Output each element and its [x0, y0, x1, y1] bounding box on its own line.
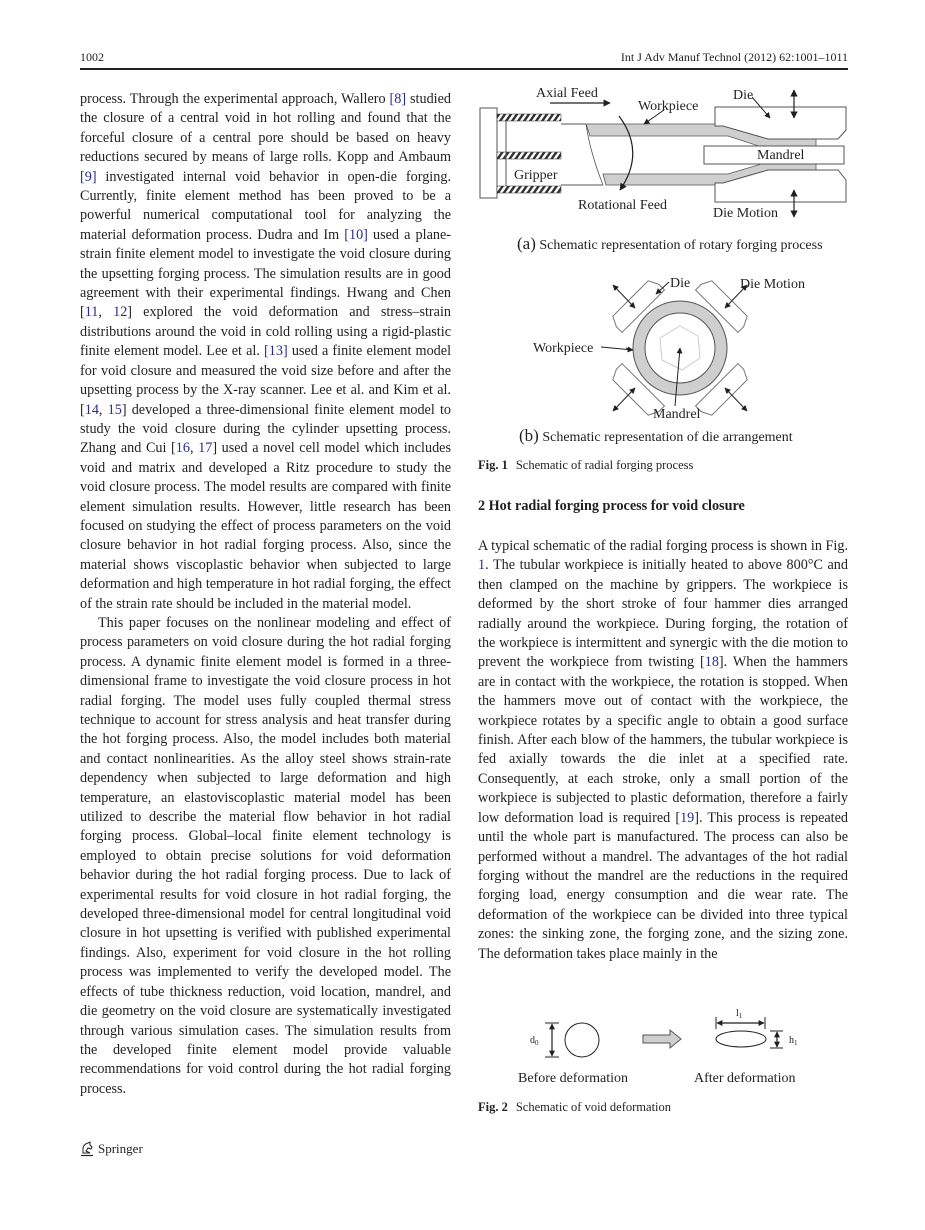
header-rule — [80, 68, 848, 70]
publisher-footer — [80, 1141, 143, 1157]
void-after — [716, 1031, 766, 1047]
citation-link[interactable]: 15 — [107, 401, 122, 418]
figure-1b-caption: (b) Schematic representation of die arrangement — [519, 426, 793, 445]
figure-1-caption — [478, 458, 693, 473]
publisher-name: Springer — [98, 1141, 143, 1156]
label-l1: $l_1$ — [736, 1008, 743, 1020]
journal-citation: Int J Adv Manuf Technol (2012) 62:1001–1011 — [620, 50, 848, 64]
running-header — [80, 50, 848, 68]
label-after-deformation: After deformation — [694, 1071, 796, 1086]
figure-2-label: Fig. 2 — [478, 1100, 508, 1114]
transform-arrow — [643, 1030, 681, 1048]
label-mandrel: Mandrel — [653, 407, 701, 422]
label-workpiece: Workpiece — [638, 99, 699, 114]
label-workpiece: Workpiece — [533, 341, 594, 356]
figure-1a-caption: (a) Schematic representation of rotary forging process — [517, 234, 823, 253]
citation-link[interactable]: 19 — [680, 809, 695, 826]
label-h1: $h_1$ — [789, 1035, 798, 1047]
gripper-jaw-bottom — [497, 186, 561, 193]
paragraph-focus: This paper focuses on the nonlinear modeling and effect of process parameters on void closure during the hot radial forging process. A dynamic finite element model is formed in a three-dimensional frame to investigate the void closure process in hot radial forging. The model uses fully coupled thermal stress technique to account for stress analysis and heat transfer during the hot forging process. Also, the model includes both material and contact nonlinearities. As the alloy steel shows strain-rate dependency when subjected to large deformation and high temperature, an elastoviscoplastic material model has been utilized to describe the material flow behavior in hot radial forging process. Global–local finite element technology is employed to obtain precise solutions for void deformation behavior during the hot radial forging process. Due to lack of experimental results for void closure in hot radial forging, the developed three-dimensional model for central longitudinal void closure in hot upsetting is verified with published experimental findings. Also, experiment for void closure in the hot rolling process was implemented to verify the developed model. The effects of tube thickness reduction, void location, mandrel, and die geometry on the void closure are systematically investigated through various simulation cases. The simulation results from the developed finite element model provide valuable recommendations for void control during the hot radial forging process. — [80, 614, 451, 1097]
citation-link[interactable]: 16 — [175, 440, 190, 457]
figure-2-caption — [478, 1100, 671, 1115]
figure-1-label: Fig. 1 — [478, 458, 508, 472]
citation-link[interactable]: 11 — [84, 304, 99, 321]
label-gripper: Gripper — [514, 168, 558, 183]
label-die: Die — [670, 276, 691, 291]
page-number: 1002 — [80, 50, 104, 64]
figure-1b-die-arrangement-diagram — [525, 268, 825, 423]
label-die-motion: Die Motion — [713, 206, 778, 221]
figure-2-caption-text: Schematic of void deformation — [515, 1100, 672, 1114]
springer-horse-icon — [80, 1141, 94, 1157]
paragraph-section-2: A typical schematic of the radial forging process is shown in Fig. 1. The tubular workpiece is initially heated to above 800°C and then clamped on the machine by grippers. The workpiece is deformed by the short stroke of four hammer dies arranged radially around the workpiece. During forging, the rotation of the workpiece is intermittent and synergic with the die motion to prevent the workpiece from twisting [18]. When the hammers are in contact with the workpiece, the rotation is stopped. When the hammers move out of contact with the workpiece, the workpiece rotates by a specific angle to obtain a good surface finish. After each blow of the hammers, the tubular workpiece is fed axially towards the die inlet at a specified rate. Consequently, at each stroke, only a small portion of the workpiece is subjected to plastic deformation, therefore a fairly low deformation load is required [19]. This process is repeated until the whole part is manufactured. The process can also be performed without a mandrel. The advantages of the hot radial forging without the mandrel are the reductions in the required forging load, energy consumption and die wear rate. The deformation of the workpiece can be divided into three typical zones: the sinking zone, the forging zone, and the sizing zone. The deformation takes place mainly in the — [478, 538, 849, 962]
citation-link[interactable]: [10] — [344, 226, 368, 243]
citation-link[interactable]: [8] — [389, 91, 407, 107]
label-axial-feed: Axial Feed — [536, 86, 598, 101]
figure-1a-rotary-forging-diagram — [478, 82, 853, 227]
right-column-body — [478, 537, 848, 964]
left-column — [80, 90, 451, 1099]
citation-link[interactable]: 1 — [478, 557, 486, 574]
gripper-jaw-mid — [497, 152, 561, 159]
citation-link[interactable]: 18 — [704, 654, 719, 671]
label-die-motion: Die Motion — [740, 277, 805, 292]
citation-link[interactable]: [9] — [80, 168, 97, 185]
citation-link[interactable]: 12 — [113, 304, 128, 321]
label-d0: $d_0$ — [530, 1035, 539, 1047]
figure-1-caption-text: Schematic of radial forging process — [515, 458, 694, 472]
citation-link[interactable]: 17 — [198, 440, 213, 457]
paragraph-intro: process. Through the experimental approach, Wallero [8] studied the closure of a central void in hot rolling and found that the forceful closure of a central pore should be based on heavy reductions secured by means of large rolls. Kopp and Ambaum [9] investigated internal void behavior in open-die forging. Currently, finite element method has been proved to be a powerful numerical computational tool for analyzing the material deformation process. Dudra and Im [10] used a plane-strain finite element model to investigate the void closure during the upsetting forging process. The simulation results are in good agreement with their experimental findings. Hwang and Chen [11, 12] explored the void deformation and stress–strain distributions around the void in cold rolling using a rigid-plastic finite element model. Lee et al. [13] used a finite element model for void closure and measured the void size before and after the upsetting process by the X-ray scanner. Lee et al. and Kim et al. [14, 15] developed a three-dimensional finite element model to study the void closure during the cylinder upsetting process. Zhang and Cui [16, 17] used a novel cell model which includes void and matrix and developed a Ritz procedure to study the void closure process. The model results are compared with finite element simulation results. However, little research has been focused on studying the effect of process parameters on the void closure behavior in hot radial forging process. Also, since the material shows viscoplastic behavior when subjected to large deformation and high temperature in hot radial forging, the effect of the strain rate should be included in the material model. — [80, 91, 452, 612]
label-die: Die — [733, 88, 754, 103]
figure-2-void-deformation-diagram — [515, 1005, 815, 1090]
label-before-deformation: Before deformation — [518, 1071, 629, 1086]
label-rotational-feed: Rotational Feed — [578, 198, 668, 213]
label-mandrel: Mandrel — [757, 148, 805, 163]
void-before — [565, 1023, 599, 1057]
citation-link[interactable]: 14 — [84, 401, 99, 418]
gripper-jaw-top — [497, 114, 561, 121]
section-2-heading: 2 Hot radial forging process for void closure — [478, 498, 745, 514]
citation-link[interactable]: [13] — [264, 343, 288, 360]
gripper-plate — [480, 108, 497, 198]
